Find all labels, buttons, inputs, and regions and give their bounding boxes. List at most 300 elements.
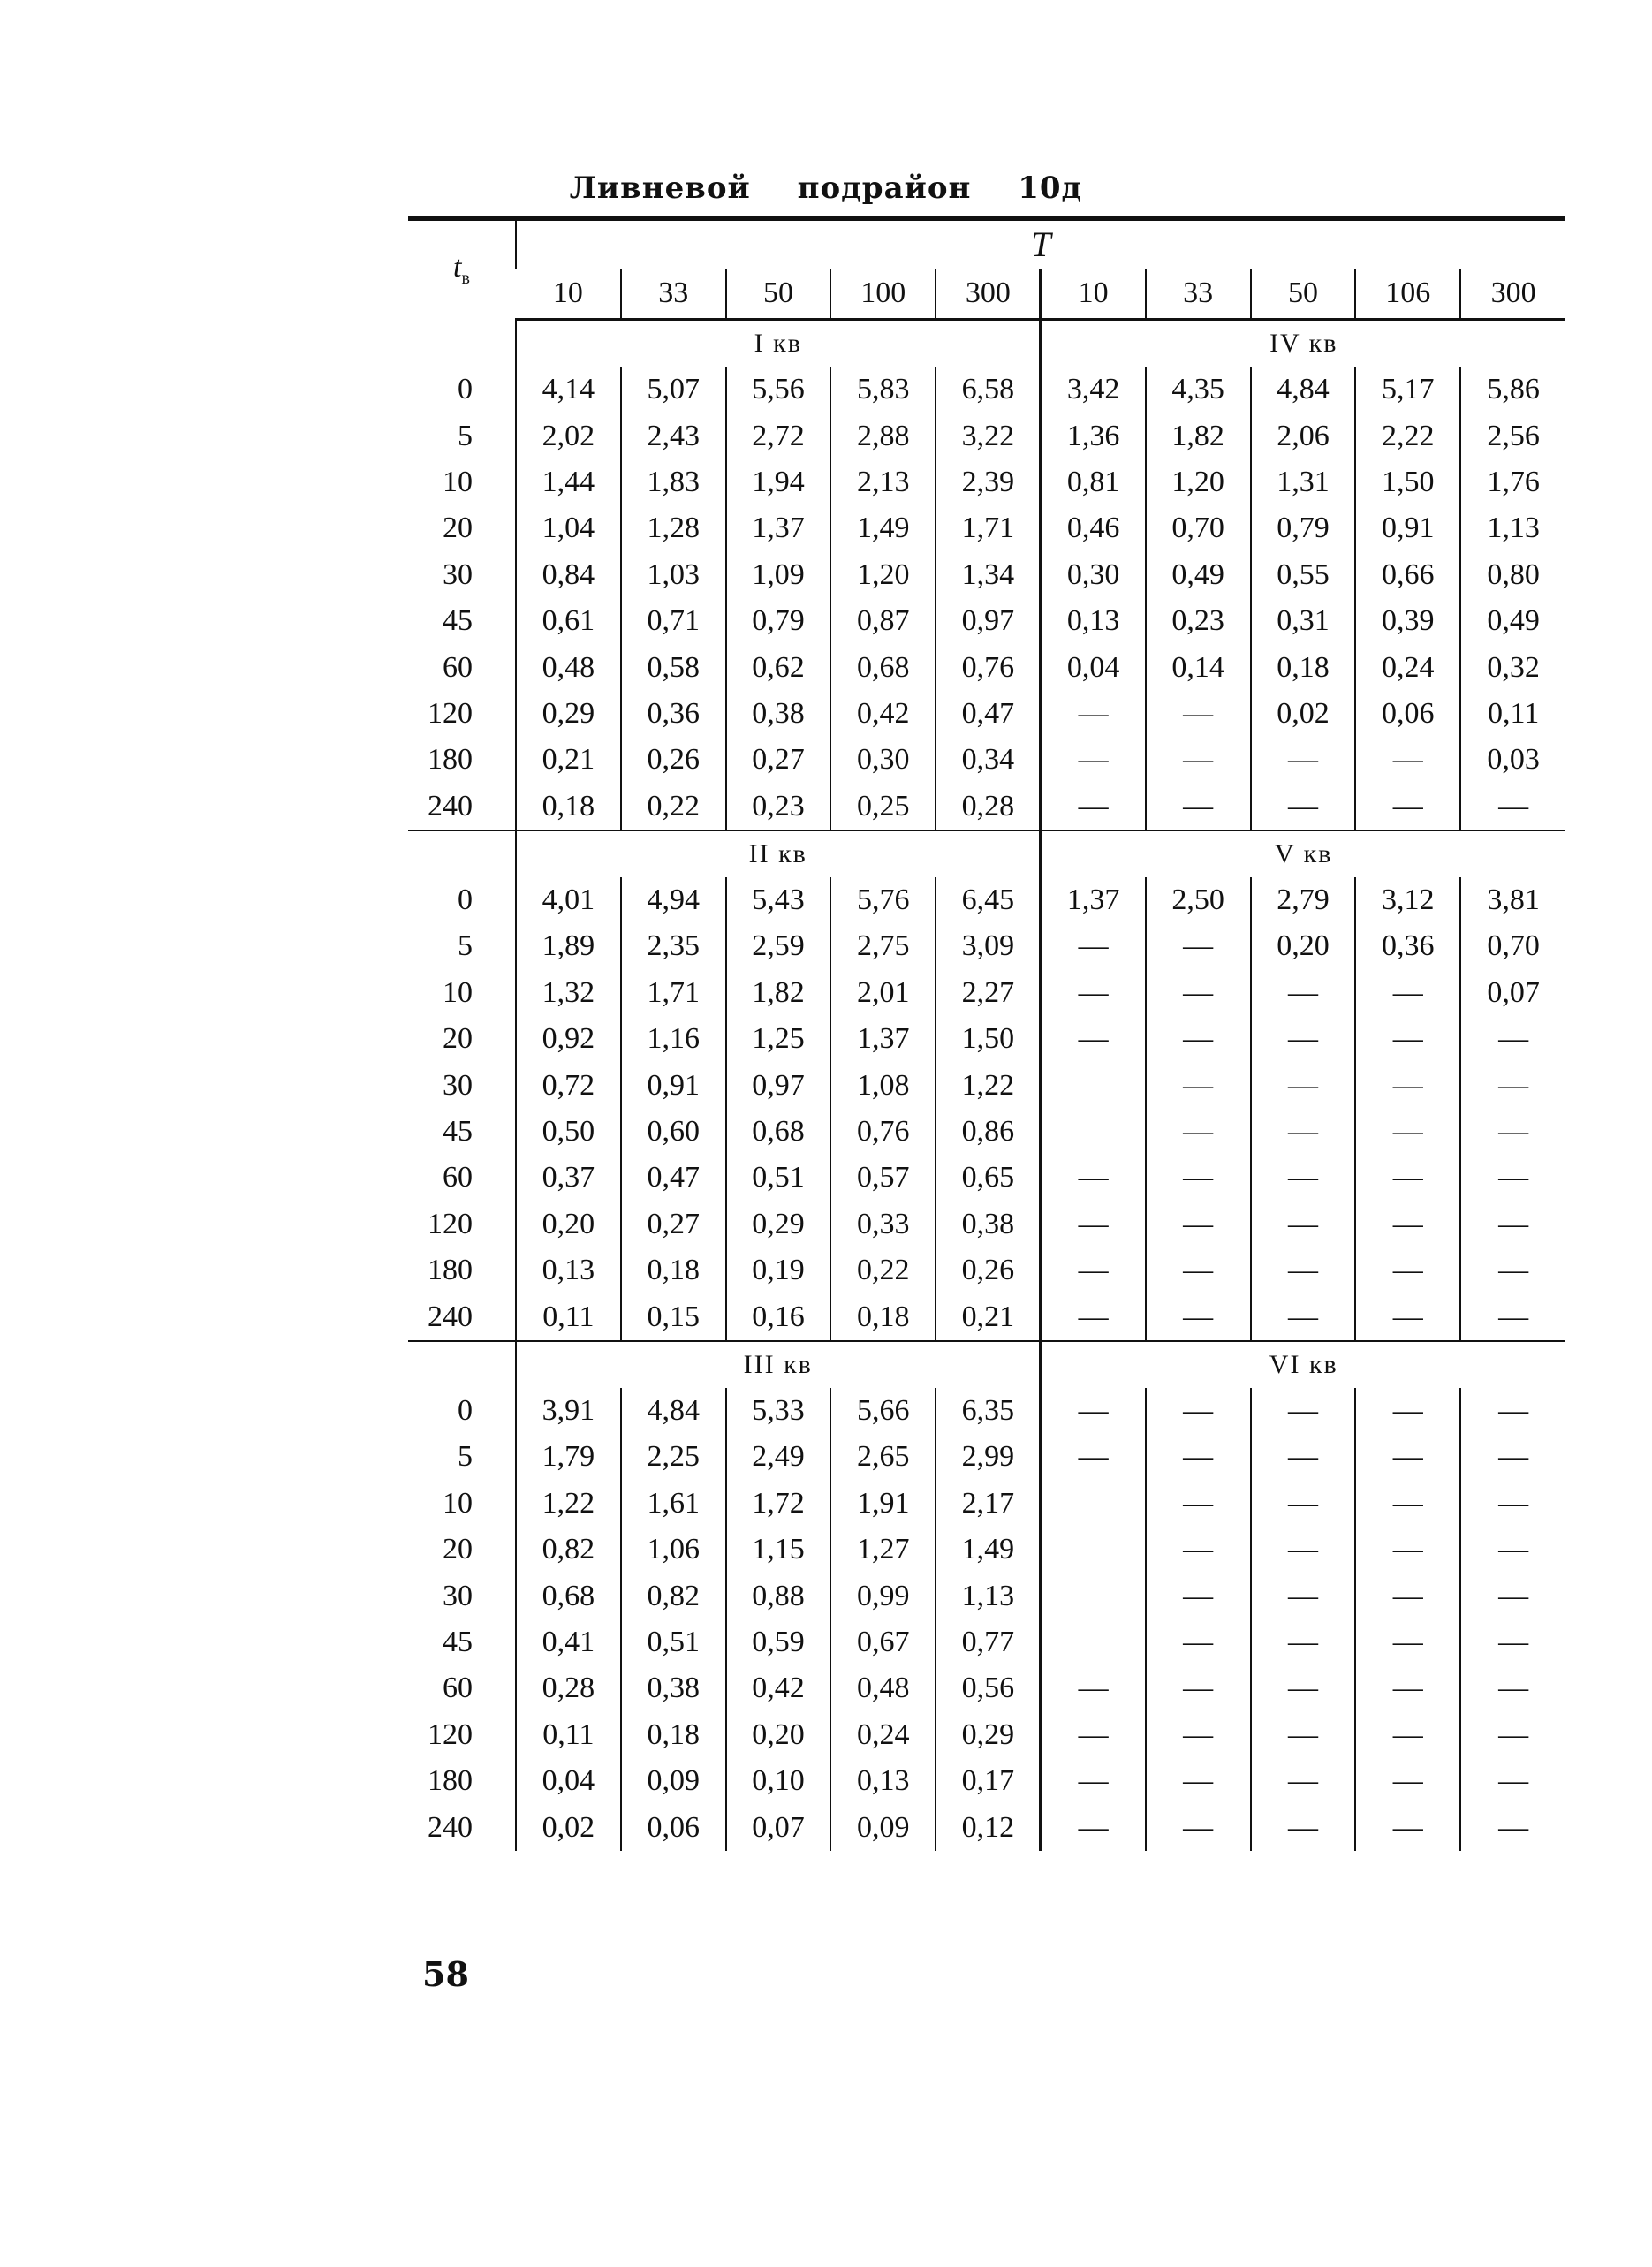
table-cell: 0,91 [621, 1062, 726, 1108]
table-cell: — [1146, 1062, 1251, 1108]
table-cell: 0,48 [516, 644, 621, 690]
tb-value: 10 [443, 975, 473, 1009]
tb-value: 5 [458, 1440, 473, 1474]
table-cell: — [1251, 1434, 1356, 1480]
table-cell: — [1041, 1804, 1146, 1850]
table-cell: — [1251, 1247, 1356, 1293]
table-cell: 1,37 [726, 505, 831, 551]
table-cell: 3,12 [1355, 877, 1460, 923]
table-cell: 0,68 [830, 644, 936, 690]
table-cell: 0,23 [726, 784, 831, 830]
table-cell: 0,72 [516, 1062, 621, 1108]
table-cell: 2,49 [726, 1434, 831, 1480]
table-cell: 1,71 [621, 970, 726, 1016]
table-row [408, 413, 1565, 459]
table-cell: — [1041, 1434, 1146, 1480]
table-cell: 5,33 [726, 1388, 831, 1434]
table-cell: 0,15 [621, 1293, 726, 1340]
table-cell: — [1355, 1481, 1460, 1527]
table-cell: — [1355, 1712, 1460, 1758]
header-row-group [408, 219, 1565, 269]
table-row [408, 970, 1565, 1016]
table-cell: — [1355, 1247, 1460, 1293]
table-cell [1041, 1062, 1146, 1108]
table-cell: 0,26 [621, 737, 726, 783]
T-value-header: 106 [1355, 269, 1460, 320]
table-cell: 0,16 [726, 1293, 831, 1340]
table-cell: 0,30 [830, 737, 936, 783]
table-cell: — [1460, 1665, 1565, 1711]
table-cell: — [1146, 691, 1251, 737]
table-row [408, 1804, 1565, 1850]
table-cell: 0,20 [516, 1202, 621, 1247]
table-cell: 0,56 [936, 1665, 1041, 1711]
table-cell: 0,18 [621, 1712, 726, 1758]
table-cell: 4,35 [1146, 367, 1251, 413]
table-cell: — [1355, 1109, 1460, 1155]
table-cell: 0,58 [621, 644, 726, 690]
table-cell: 1,91 [830, 1481, 936, 1527]
tb-value: 45 [443, 1115, 473, 1149]
section-spacer [408, 320, 516, 368]
table-cell: 1,15 [726, 1527, 831, 1573]
table-cell: — [1251, 1573, 1356, 1619]
tb-value: 45 [443, 604, 473, 638]
tb-header-sub: в [461, 269, 470, 289]
table-cell: — [1146, 1109, 1251, 1155]
table-cell: 0,04 [516, 1758, 621, 1804]
table-cell: — [1041, 1712, 1146, 1758]
table-cell: 1,20 [1146, 459, 1251, 505]
T-group-header: T [516, 219, 1565, 269]
table-cell: 1,71 [936, 505, 1041, 551]
T-value-header: 300 [1460, 269, 1565, 320]
tb-value: 60 [443, 1672, 473, 1705]
table-cell: 1,16 [621, 1016, 726, 1062]
table-cell: 1,22 [516, 1481, 621, 1527]
table-cell: 1,27 [830, 1527, 936, 1573]
table-cell: 5,07 [621, 367, 726, 413]
table-cell: 1,94 [726, 459, 831, 505]
table-cell: — [1146, 1619, 1251, 1665]
table-cell: 0,06 [621, 1804, 726, 1850]
title-word-2: подрайон [797, 171, 972, 206]
table-cell: 2,75 [830, 923, 936, 969]
table-cell: 0,17 [936, 1758, 1041, 1804]
table-cell: 1,49 [830, 505, 936, 551]
table-cell: — [1251, 1388, 1356, 1434]
table-cell: 5,76 [830, 877, 936, 923]
table-cell: — [1355, 1434, 1460, 1480]
table-row [408, 1665, 1565, 1711]
table-cell: — [1146, 1573, 1251, 1619]
tb-value: 120 [428, 696, 473, 730]
table-cell: 0,57 [830, 1155, 936, 1201]
table-cell: 1,37 [1041, 877, 1146, 923]
table-cell: 2,56 [1460, 413, 1565, 459]
table-cell: — [1355, 1665, 1460, 1711]
table-cell: 1,09 [726, 552, 831, 598]
table-cell: 4,94 [621, 877, 726, 923]
table-row [408, 1388, 1565, 1434]
table-row [408, 1434, 1565, 1480]
tb-value: 60 [443, 1161, 473, 1194]
table-cell: 1,28 [621, 505, 726, 551]
table-row [408, 459, 1565, 505]
table-cell: 1,06 [621, 1527, 726, 1573]
table-cell: — [1460, 1804, 1565, 1850]
table-cell: 1,22 [936, 1062, 1041, 1108]
tb-value: 30 [443, 557, 473, 591]
tb-value: 5 [458, 419, 473, 452]
table-cell: 2,50 [1146, 877, 1251, 923]
tb-value: 45 [443, 1625, 473, 1658]
table-cell: — [1251, 1062, 1356, 1108]
table-cell: 0,47 [621, 1155, 726, 1201]
tb-value: 0 [458, 883, 473, 917]
table-cell: — [1251, 1016, 1356, 1062]
tb-value: 20 [443, 1533, 473, 1566]
table-cell: 0,39 [1355, 598, 1460, 644]
table-cell: — [1251, 1619, 1356, 1665]
table-cell: 0,49 [1146, 552, 1251, 598]
tb-value: 0 [458, 373, 473, 406]
table-cell: 0,36 [621, 691, 726, 737]
table-cell: 1,34 [936, 552, 1041, 598]
table-row [408, 1619, 1565, 1665]
table-cell: 2,25 [621, 1434, 726, 1480]
table-cell: 0,20 [726, 1712, 831, 1758]
table-cell: 0,07 [1460, 970, 1565, 1016]
table-cell: 2,27 [936, 970, 1041, 1016]
table-cell [1041, 1619, 1146, 1665]
table-cell: 0,51 [726, 1155, 831, 1201]
table-cell: — [1146, 970, 1251, 1016]
table-cell: 3,42 [1041, 367, 1146, 413]
table-cell: 0,87 [830, 598, 936, 644]
table-cell: 0,82 [516, 1527, 621, 1573]
tb-value: 20 [443, 512, 473, 545]
table-title [0, 171, 1652, 206]
tb-value: 180 [428, 1254, 473, 1287]
table-cell: 0,11 [516, 1293, 621, 1340]
table-cell: — [1146, 1202, 1251, 1247]
table-cell: 0,60 [621, 1109, 726, 1155]
table-cell: — [1355, 1619, 1460, 1665]
table-cell: 0,80 [1460, 552, 1565, 598]
table-cell: — [1146, 784, 1251, 830]
table-cell: 0,28 [936, 784, 1041, 830]
table-cell: — [1041, 1665, 1146, 1711]
table-cell: — [1041, 784, 1146, 830]
tb-value: 120 [428, 1717, 473, 1751]
table-row [408, 1573, 1565, 1619]
table-cell [1041, 1481, 1146, 1527]
table-cell: 0,21 [936, 1293, 1041, 1340]
table-cell: — [1041, 1016, 1146, 1062]
tb-value: 0 [458, 1394, 473, 1427]
table-cell: 0,84 [516, 552, 621, 598]
table-cell: 0,82 [621, 1573, 726, 1619]
table-row [408, 367, 1565, 413]
table-cell: 1,08 [830, 1062, 936, 1108]
table-cell: 0,68 [726, 1109, 831, 1155]
table-cell: 0,77 [936, 1619, 1041, 1665]
table-cell: — [1460, 1758, 1565, 1804]
table-cell: 0,28 [516, 1665, 621, 1711]
table-cell: 1,04 [516, 505, 621, 551]
table-cell: — [1146, 1434, 1251, 1480]
table-cell: — [1460, 1712, 1565, 1758]
table-cell: 0,36 [1355, 923, 1460, 969]
table-cell: 1,50 [936, 1016, 1041, 1062]
table-cell: 6,58 [936, 367, 1041, 413]
table-cell: 2,79 [1251, 877, 1356, 923]
table-cell: — [1460, 1481, 1565, 1527]
table-cell: 0,14 [1146, 644, 1251, 690]
tb-value: 30 [443, 1579, 473, 1612]
T-value-header: 50 [726, 269, 831, 320]
T-value-header: 50 [1251, 269, 1356, 320]
T-value-header: 33 [1146, 269, 1251, 320]
table-cell: 2,65 [830, 1434, 936, 1480]
table-row [408, 1247, 1565, 1293]
table-cell: — [1146, 1527, 1251, 1573]
table-cell: 0,07 [726, 1804, 831, 1850]
table-cell: 0,13 [830, 1758, 936, 1804]
table-cell: — [1460, 1109, 1565, 1155]
table-cell: 0,12 [936, 1804, 1041, 1850]
table-cell: — [1355, 1573, 1460, 1619]
table-cell: — [1355, 1293, 1460, 1340]
tb-value: 240 [428, 1300, 473, 1333]
tb-value: 60 [443, 650, 473, 684]
table-cell: 2,13 [830, 459, 936, 505]
rainfall-table [408, 216, 1565, 1851]
table-cell: — [1251, 1109, 1356, 1155]
table-cell: 0,50 [516, 1109, 621, 1155]
table-cell: — [1041, 970, 1146, 1016]
table-cell: 4,84 [1251, 367, 1356, 413]
table-cell: — [1355, 1016, 1460, 1062]
quarter-label-right: IV кв [1041, 320, 1565, 368]
table-cell: 4,01 [516, 877, 621, 923]
table-cell: 6,45 [936, 877, 1041, 923]
table-cell: — [1460, 1619, 1565, 1665]
table-cell: 0,79 [1251, 505, 1356, 551]
table-cell: 0,11 [516, 1712, 621, 1758]
table-cell: — [1041, 691, 1146, 737]
table-cell: 0,04 [1041, 644, 1146, 690]
table-cell: 2,43 [621, 413, 726, 459]
table-cell: 6,35 [936, 1388, 1041, 1434]
table-cell: 0,29 [936, 1712, 1041, 1758]
table-cell: 0,42 [830, 691, 936, 737]
table-cell: — [1355, 1388, 1460, 1434]
table-cell: 1,76 [1460, 459, 1565, 505]
table-cell: 0,22 [621, 784, 726, 830]
table-cell: — [1355, 1804, 1460, 1850]
table-cell: 0,91 [1355, 505, 1460, 551]
tb-value: 240 [428, 1810, 473, 1844]
table-cell: 0,86 [936, 1109, 1041, 1155]
table-cell [1041, 1109, 1146, 1155]
table-cell: — [1251, 1758, 1356, 1804]
table-cell: 0,55 [1251, 552, 1356, 598]
table-cell: 1,31 [1251, 459, 1356, 505]
table-cell: — [1041, 1293, 1146, 1340]
table-row [408, 505, 1565, 551]
table-cell: 1,61 [621, 1481, 726, 1527]
table-cell: 2,02 [516, 413, 621, 459]
table-cell: — [1355, 1155, 1460, 1201]
table-cell: — [1251, 1293, 1356, 1340]
table-cell: 0,76 [936, 644, 1041, 690]
page-number: 58 [422, 1954, 469, 1994]
table-cell: 4,14 [516, 367, 621, 413]
table-cell: 0,21 [516, 737, 621, 783]
table-row [408, 877, 1565, 923]
table-cell: 1,82 [726, 970, 831, 1016]
table-cell: 0,02 [516, 1804, 621, 1850]
table-cell: 0,02 [1251, 691, 1356, 737]
table-cell: 0,92 [516, 1016, 621, 1062]
table-cell: 0,33 [830, 1202, 936, 1247]
table-cell: 2,88 [830, 413, 936, 459]
table-cell: — [1041, 737, 1146, 783]
table-cell: 3,91 [516, 1388, 621, 1434]
table-cell: — [1146, 1481, 1251, 1527]
table-cell: 0,24 [830, 1712, 936, 1758]
table-row [408, 737, 1565, 783]
table-cell: — [1355, 970, 1460, 1016]
table-cell: — [1460, 1016, 1565, 1062]
table-cell: — [1146, 1712, 1251, 1758]
table-cell: — [1355, 737, 1460, 783]
table-cell: 0,38 [621, 1665, 726, 1711]
table-cell: 0,42 [726, 1665, 831, 1711]
table-cell: — [1355, 784, 1460, 830]
table-cell: 2,35 [621, 923, 726, 969]
table-cell: 1,32 [516, 970, 621, 1016]
header-row-values [408, 269, 1565, 320]
table-cell: 0,66 [1355, 552, 1460, 598]
table-cell: — [1146, 1293, 1251, 1340]
table-cell: 0,49 [1460, 598, 1565, 644]
table-cell: 0,97 [726, 1062, 831, 1108]
quarter-label-left: II кв [516, 830, 1041, 877]
table-cell: 0,27 [621, 1202, 726, 1247]
table-cell: 0,09 [830, 1804, 936, 1850]
table-cell: 0,47 [936, 691, 1041, 737]
table-cell: 0,81 [1041, 459, 1146, 505]
table-cell: 3,09 [936, 923, 1041, 969]
table-cell: 0,29 [516, 691, 621, 737]
table-cell: — [1251, 784, 1356, 830]
table-cell: — [1251, 1155, 1356, 1201]
table-row [408, 1016, 1565, 1062]
table-row [408, 598, 1565, 644]
table-cell: 0,79 [726, 598, 831, 644]
table-cell: 0,25 [830, 784, 936, 830]
table-cell: 0,13 [1041, 598, 1146, 644]
tb-value: 5 [458, 929, 473, 963]
table-cell: 1,44 [516, 459, 621, 505]
section-spacer [408, 1341, 516, 1388]
table-cell: — [1041, 923, 1146, 969]
table-cell: 0,70 [1146, 505, 1251, 551]
table-cell: 0,34 [936, 737, 1041, 783]
T-value-header: 10 [516, 269, 621, 320]
table-cell: 0,59 [726, 1619, 831, 1665]
table-cell: 2,39 [936, 459, 1041, 505]
table-cell: — [1251, 970, 1356, 1016]
table-cell: — [1251, 1527, 1356, 1573]
table-cell: 0,23 [1146, 598, 1251, 644]
table-cell: 0,19 [726, 1247, 831, 1293]
table-cell: 0,51 [621, 1619, 726, 1665]
table-cell: 2,22 [1355, 413, 1460, 459]
table-cell: 0,10 [726, 1758, 831, 1804]
table-cell: 0,30 [1041, 552, 1146, 598]
table-cell: — [1041, 1247, 1146, 1293]
table-cell: 1,03 [621, 552, 726, 598]
section-spacer [408, 830, 516, 877]
table-cell: 1,25 [726, 1016, 831, 1062]
table-cell: — [1251, 1202, 1356, 1247]
table-cell: 0,67 [830, 1619, 936, 1665]
table-cell: — [1146, 923, 1251, 969]
table-row [408, 1293, 1565, 1340]
table-cell: 1,37 [830, 1016, 936, 1062]
table-cell: — [1146, 737, 1251, 783]
table-cell: 2,99 [936, 1434, 1041, 1480]
tb-value: 20 [443, 1022, 473, 1056]
table-cell: — [1460, 784, 1565, 830]
table-cell: 2,59 [726, 923, 831, 969]
table-cell: 5,86 [1460, 367, 1565, 413]
table-cell: 5,66 [830, 1388, 936, 1434]
table-cell: 0,37 [516, 1155, 621, 1201]
table-cell: 0,38 [726, 691, 831, 737]
table-cell: 0,03 [1460, 737, 1565, 783]
T-value-header: 300 [936, 269, 1041, 320]
table-cell [1041, 1573, 1146, 1619]
table-cell: 0,38 [936, 1202, 1041, 1247]
table-cell: 0,18 [516, 784, 621, 830]
table-cell: 0,88 [726, 1573, 831, 1619]
table-cell: 5,43 [726, 877, 831, 923]
table-cell: 0,97 [936, 598, 1041, 644]
quarter-label-right: VI кв [1041, 1341, 1565, 1388]
table-cell: — [1460, 1293, 1565, 1340]
table-cell: 2,72 [726, 413, 831, 459]
table-cell: 0,18 [830, 1293, 936, 1340]
table-cell: 4,84 [621, 1388, 726, 1434]
table-cell: — [1146, 1665, 1251, 1711]
table-cell: 0,99 [830, 1573, 936, 1619]
tb-value: 10 [443, 1486, 473, 1520]
table-cell: 1,20 [830, 552, 936, 598]
table-cell: 3,81 [1460, 877, 1565, 923]
table-cell: 0,32 [1460, 644, 1565, 690]
table-row [408, 691, 1565, 737]
table-cell: 1,50 [1355, 459, 1460, 505]
table-cell: 0,61 [516, 598, 621, 644]
table-cell: 5,83 [830, 367, 936, 413]
T-value-header: 33 [621, 269, 726, 320]
table-cell: 2,06 [1251, 413, 1356, 459]
